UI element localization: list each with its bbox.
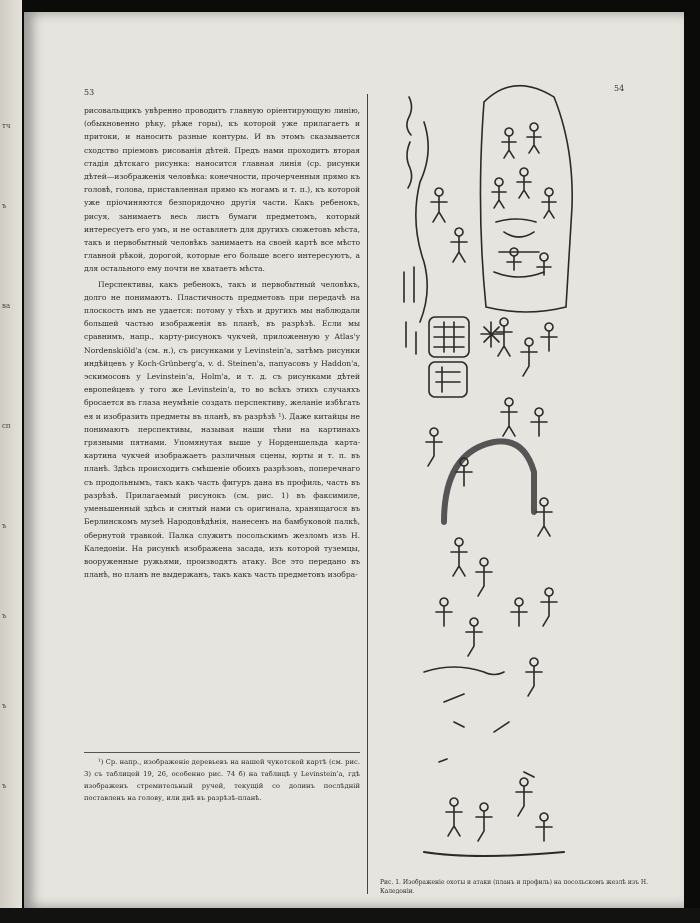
left-page-fragment: ъ: [2, 612, 7, 620]
left-page-fragment: тч: [2, 122, 11, 130]
figure-illustration: [384, 82, 614, 872]
table-surface: [0, 908, 700, 923]
footnote: ¹) Ср. напр., изображеніе деревьевъ на нашей чукотской картѣ (см. рис. 3) съ таблицей 19, 26, особенно рис. 74 б) на таблицѣ у Levinstein'а, гдѣ изображенъ стремительный ручей, текущій со долинъ послѣдній поставленъ на голову, или днѣ въ разрѣзѣ-планѣ.: [84, 758, 360, 802]
left-page-fragment: ъ: [2, 522, 7, 530]
body-paragraph: Перспективы, какъ ребенокъ, такъ и первобытный человѣкъ, долго не понимаютъ. Пластичность предметовъ при передачѣ на плоскость имъ не удается: потому у тѣхъ и другихъ мы наблюдали большей частью изображенія въ планѣ, въ разрѣзѣ. Если мы сравнимъ, напр., карту-рисунокъ чукчей, приложенную у Atlas'у Nordenskiöld'а (см. н.), съ рисунками у Levinstein'а, затѣмъ рисунки индѣйцевъ у Koch-Grünberg'а, v. d. Steinen'а, папуасовъ у Haddon'а, эскимосовъ у Levinstein'а, Holm'а, и т. д. съ рисунками дѣтей европейцевъ у того же Levinstein'а, то во всѣхъ этихъ случаяхъ бросается въ глаза неумѣніе создать перспективу, желаніе избѣгать ея и изобразить предметы въ планѣ, въ разрѣзѣ ¹). Даже китайцы не понимаютъ перспективы, называя наши тѣни на картинахъ грязными пятнами. Упомянутая выше у Норденшельда карта-картина чукчей изображаетъ различныя сцены, юрты и т. п. въ планѣ. Здѣсь происходитъ смѣшеніе обоихъ разрѣзовъ, поперечнаго съ продольнымъ, такъ какъ часть фигуръ дана въ профиль, часть въ разрѣзѣ. Прилагаемый рисунокъ (см. рис. 1) въ факсимиле, уменьшенный здѣсь и снятый нами съ оригинала, хранящагося въ Берлинскомъ музеѣ Народовѣдѣнія, нанесенъ на бамбуковой палкѣ, обернутой травкой. Палка служитъ посольскимъ жезломъ изъ Н. Каледоніи. На рисункѣ изображена засада, изъ которой туземцы, вооруженные ружьями, производятъ атаку. Все это передано въ планѣ, но планъ не выдержанъ, такъ какъ часть предметовъ изобра-: [84, 279, 360, 580]
figure-caption: Рис. 1. Изображеніе охоты и атаки (планъ и профиль) на посольскомъ жезлѣ изъ Н. Каледоніи.: [380, 879, 648, 895]
column-divider: [367, 94, 368, 894]
left-page-fragment: ъ: [2, 782, 7, 790]
left-page-fragment: ва: [2, 302, 11, 310]
body-paragraph: рисовальщикъ увѣренно проводитъ главную оріентирующую линію, (обыкновенно рѣку, рѣже горы), къ которой уже прилагаетъ и притоки, и наносить разные контуры. И въ этомъ сказывается сходство пріемовъ рисованія дѣтей. Предъ нами проходитъ вторая стадія дѣтскаго рисунка: наносится главная линія (ср. рисунки дѣтей—изображенія человѣка: конечности, прочерченныя прямо къ головѣ, голова, приставленная прямо къ ногамъ и т. п.), къ которой уже пріочиняются безпорядочно другія части. Какъ ребенокъ, рисуя, занимаетъ весь листъ бумаги предметомъ, который интересуетъ его умъ, и не оставляетъ для другихъ сюжетовъ мѣста, такъ и первобытный человѣкъ занимаетъ на своей картѣ все мѣсто главной рѣкой, дорогой, которые его больше всего интересуютъ, а для остального ему почти не хватаетъ мѣста.: [84, 106, 360, 274]
right-page-number: 54: [614, 84, 625, 93]
left-page-fragment: ъ: [2, 202, 7, 210]
left-page-fragment: сп: [2, 422, 11, 430]
left-page-edge: [0, 0, 22, 915]
main-text-column: [84, 104, 360, 583]
book-page: [24, 12, 684, 908]
footnote-rule: [84, 752, 360, 753]
left-page-fragment: ъ: [2, 702, 7, 710]
left-page-number: 53: [84, 88, 95, 97]
